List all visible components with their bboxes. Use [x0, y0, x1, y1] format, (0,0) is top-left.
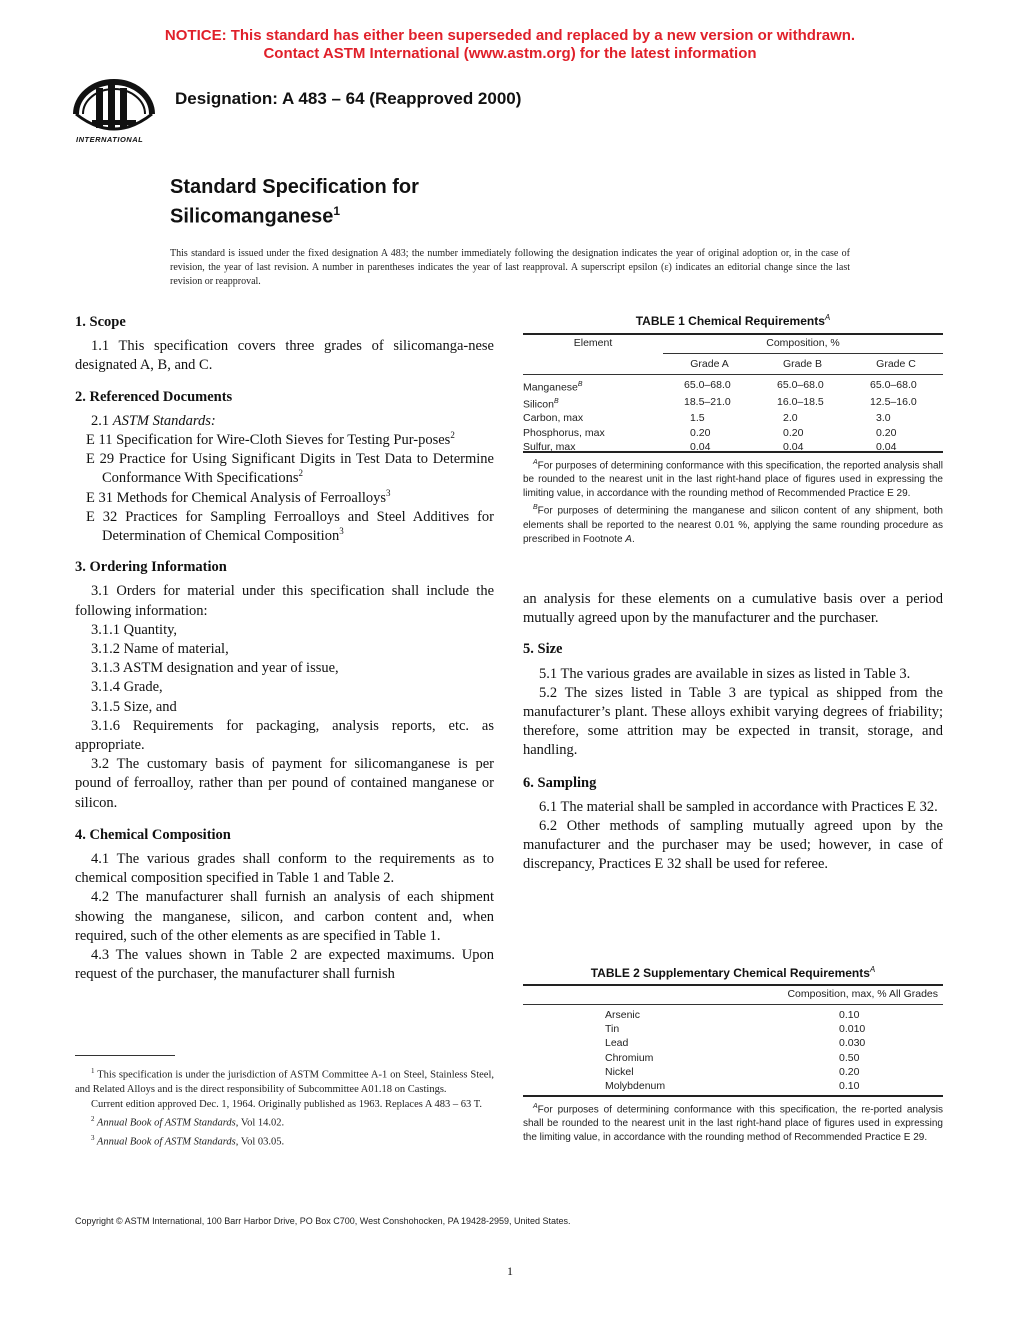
list-item: 3.1.4 Grade, — [91, 679, 163, 696]
title-line-1: Standard Specification for — [170, 176, 419, 198]
left-column — [75, 313, 494, 985]
table1-sub-rule — [663, 353, 943, 354]
table-row: Nickel 0.20 — [605, 1065, 860, 1078]
list-item: 3.1.6 Requirements for packaging, analysis reports, etc. as appropriate. — [75, 717, 494, 754]
paragraph: 4.3 The values shown in Table 2 are expected maximums. Upon request of the purchaser, the manufacturer shall furnish — [75, 947, 494, 983]
table2-col-header: Composition, max, % All Grades — [787, 988, 938, 1000]
table-row: Carbon, max 1.5 2.0 3.0 — [523, 412, 891, 425]
table1-header-rule — [523, 374, 943, 375]
footnote-3: , Vol 03.05. — [235, 1136, 285, 1148]
table1-bottom-rule — [523, 451, 943, 453]
list-item: 3.1.5 Size, and — [91, 698, 177, 715]
list-item: 3.1.3 ASTM designation and year of issue, — [91, 660, 339, 677]
document-title — [170, 175, 419, 229]
page-number: 1 — [507, 1264, 513, 1278]
table1-notes: $^A$For purposes of determining conformance with this specification, the reported analysis shall be rounded to the nearest unit in the last right-hand place of figures used in expressing the limiting value, in accordance with the rounding method of Recommended Practice E 29. $^B$For purposes of determining the manganese and silicon content of any shipment, both elements shall be reported to the nearest 0.01 %, applying the same rounding procedure as prescribed in Footnote A. — [523, 459, 943, 545]
paragraph: an analysis for these elements on a cumulative basis over a period mutually agreed upon by the manufacturer and the purchaser. — [523, 591, 943, 627]
table1-grade-b: Grade B — [782, 358, 823, 370]
notice-banner — [0, 27, 1020, 63]
astm-logo — [66, 74, 162, 148]
reference-item: E 29 Practice for Using Significant Digits in Test Data to Determine Conformance With Specifications$^2$ — [86, 451, 494, 487]
table2-notes: $^A$For purposes of determining conformance with this specification, the re-ported analysis shall be rounded to the nearest unit in the last right-hand place of figures used in expressing the limiting value, in accordance with the rounding method of Recommended Practice E 29. — [523, 1103, 943, 1144]
table1-top-rule — [523, 333, 943, 335]
footnote-divider — [75, 1055, 175, 1056]
designation: Designation: A 483 – 64 (Reapproved 2000) — [175, 89, 522, 108]
table-row: Phosphorus, max 0.20 0.20 0.20 — [523, 426, 897, 439]
section-heading: 6. Sampling — [523, 774, 597, 791]
paragraph: 6.1 The material shall be sampled in accordance with Practices E 32. — [539, 798, 938, 815]
section-heading: 4. Chemical Composition — [75, 826, 231, 843]
paragraph: 1.1 This specification covers three grades of silicomanga-nese designated A, B, and C. — [75, 338, 494, 374]
reference-item: E 32 Practices for Sampling Ferroalloys and Steel Additives for Determination of Chemical Composition$^3$ — [86, 508, 494, 545]
paragraph: 2.1 ASTM Standards: — [91, 412, 216, 429]
footnote-1: This specification is under the jurisdiction of ASTM Committee A-1 on Steel, Stainless Steel, and Related Alloys and is the direct responsibility of Subcommittee A01.18 on Castings. — [75, 1069, 494, 1096]
table-row: Manganese$^B$ 65.0–68.0 65.0–68.0 65.0–68.0 — [523, 379, 917, 394]
title-line-2: Silicomanganese — [170, 205, 334, 228]
table-row: Tin 0.010 — [605, 1023, 866, 1036]
list-item: 3.1.2 Name of material, — [91, 641, 229, 658]
right-column — [523, 590, 943, 875]
table-row: Sulfur, max 0.04 0.04 0.04 — [523, 440, 897, 453]
logo-caption: INTERNATIONAL — [76, 135, 144, 144]
section-heading: 5. Size — [523, 641, 563, 658]
table1-grade-c: Grade C — [876, 358, 916, 370]
copyright: Copyright © ASTM International, 100 Barr Harbor Drive, PO Box C700, West Conshohocken, PA 19428-2959, United States. — [75, 1216, 571, 1226]
paragraph: 6.2 Other methods of sampling mutually agreed upon by the manufacturer and the purchaser may be used; however, in case of discrepancy, Practices E 32 shall be used for referee. — [523, 818, 943, 873]
table1-grade-a: Grade A — [690, 358, 729, 370]
reference-item: E 11 Specification for Wire-Cloth Sieves for Testing Pur-poses$^2$ — [86, 430, 455, 449]
table2-note-a: For purposes of determining conformance with this specification, the re-ported analysis shall be rounded to the nearest unit in the last right-hand place of figures used in expressing the limiting value, in accordance with the rounding method of Recommended Practice E 29. — [523, 1104, 943, 1144]
table1-col-element: Element — [573, 337, 613, 349]
table2-caption: TABLE 2 Supplementary Chemical Requirements$^A$ — [590, 965, 876, 980]
paragraph: 5.1 The various grades are available in sizes as listed in Table 3. — [539, 665, 911, 682]
paragraph: 3.2 The customary basis of payment for silicomanganese is per pound of ferroalloy, rather than per pound of contained manganese or silicon. — [75, 756, 494, 811]
table1-col-composition: Composition, % — [766, 337, 840, 349]
table1-caption: TABLE 1 Chemical Requirements$^A$ — [635, 313, 831, 328]
table-row: Lead 0.030 — [605, 1037, 866, 1050]
table1-body — [523, 378, 943, 454]
intro-paragraph: This standard is issued under the fixed designation A 483; the number immediately following the designation indicates the year of original adoption or, in the case of revision, the year of last revision. A number in parentheses indicates the year of last reapproval. A superscript epsilon (ε) indicates an editorial change since the last revision or reapproval. — [170, 248, 850, 287]
table-row: Silicon$^B$ 18.5–21.0 16.0–18.5 12.5–16.0 — [523, 395, 917, 411]
paragraph: 4.1 The various grades shall conform to the requirements as to chemical composition specified in Table 1 and Table 2. — [75, 851, 494, 887]
section-heading: 2. Referenced Documents — [75, 388, 233, 405]
table-row: Arsenic 0.10 — [605, 1009, 860, 1021]
notice-line-2: Contact ASTM International (www.astm.org) for the latest information — [263, 45, 757, 62]
table-row: Chromium 0.50 — [605, 1051, 860, 1064]
table2-top-rule — [523, 984, 943, 986]
reference-item: E 31 Methods for Chemical Analysis of Ferroalloys$^3$ — [86, 487, 391, 506]
table-row: Molybdenum 0.10 — [605, 1080, 860, 1093]
section-heading: 3. Ordering Information — [75, 559, 227, 576]
footnotes: $^1$ This specification is under the jurisdiction of ASTM Committee A-1 on Steel, Stainless Steel, and Related Alloys and is the direct responsibility of Subcommittee A01.18 on Castings. Current edition approved Dec. 1, 1964. Originally published as 1963. Replaces A 483 – 63 T. $^2$ Annual Book of ASTM Standards, Vol 14.02. $^3$ Annual Book of ASTM Standards, Vol 03.05. — [75, 1067, 494, 1148]
table2-header-rule — [523, 1004, 943, 1005]
table2-bottom-rule — [523, 1095, 943, 1097]
footnote-1b: Current edition approved Dec. 1, 1964. Originally published as 1963. Replaces A 483 – 63 T. — [91, 1098, 482, 1110]
paragraph: 3.1 Orders for material under this specification shall include the following information: — [75, 583, 494, 619]
paragraph: 5.2 The sizes listed in Table 3 are typical as shipped from the manufacturer’s plant. These alloys exhibit varying degrees of friability; therefore, some attrition may be expected in transit, storage, and handling. — [523, 684, 943, 759]
notice-line-1: NOTICE: This standard has either been superseded and replaced by a new version or withdrawn. — [164, 27, 856, 44]
table1-note-b: For purposes of determining the manganese and silicon content of any shipment, both elements shall be reported to the nearest 0.01 %, applying the same rounding procedure as prescribed in Footnote — [523, 505, 943, 545]
table1-note-a: For purposes of determining conformance with this specification, the reported analysis shall be rounded to the nearest unit in the last right-hand place of figures used in expressing the limiting value, in accordance with the rounding method of Recommended Practice E 29. — [523, 460, 943, 500]
paragraph: 4.2 The manufacturer shall furnish an analysis of each shipment showing the manganese, silicon, and carbon content and, when required, such of the other elements as are specified in Table 1. — [75, 889, 494, 944]
footnote-2: , Vol 14.02. — [235, 1117, 285, 1129]
title-footnote-mark: 1 — [333, 204, 341, 218]
table2-body — [605, 1008, 905, 1093]
list-item: 3.1.1 Quantity, — [91, 621, 178, 638]
section-heading: 1. Scope — [75, 314, 126, 330]
